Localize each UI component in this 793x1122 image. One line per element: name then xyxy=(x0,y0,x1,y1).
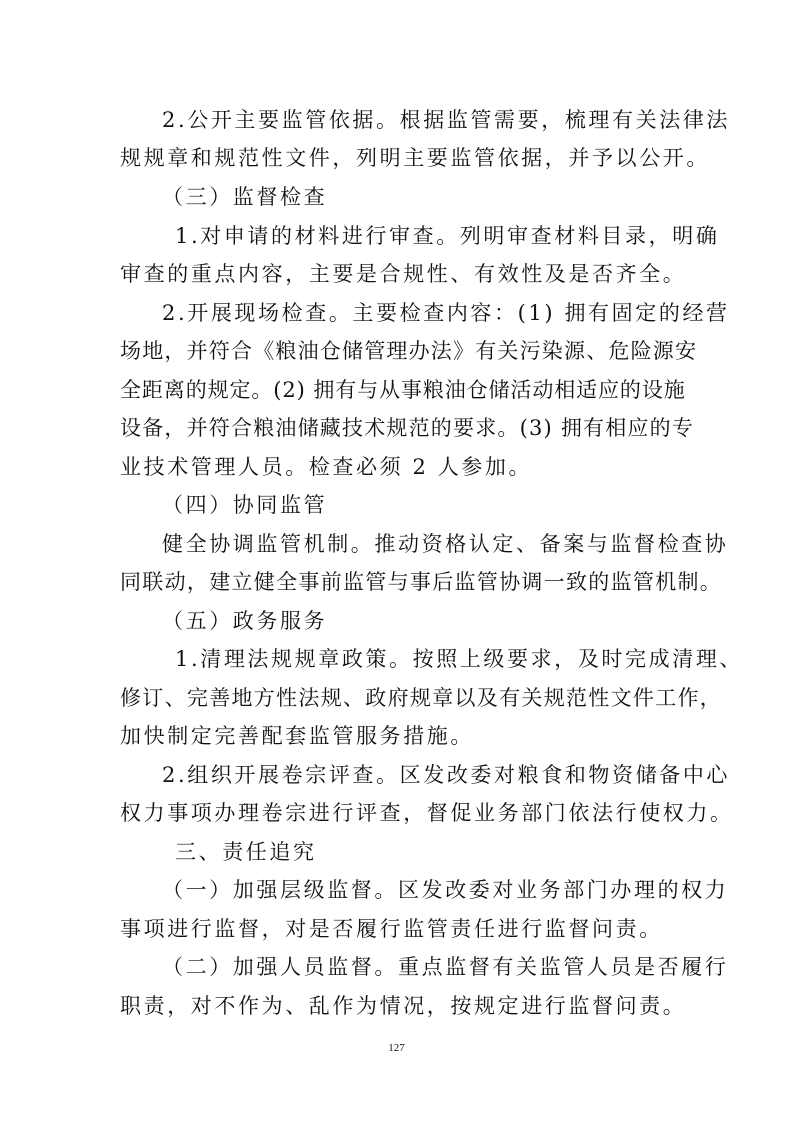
paragraph-line: 规规章和规范性文件，列明主要监管依据，并予以公开。 xyxy=(120,146,710,170)
paragraph-line: 权力事项办理卷宗进行评查，督促业务部门依法行使权力。 xyxy=(120,801,734,825)
section-heading: （三）监督检查 xyxy=(162,185,328,209)
paragraph-line: 全距离的规定。(2) 拥有与从事粮油仓储活动相适应的设施 xyxy=(120,378,686,402)
paragraph-line: 2.组织开展卷宗评查。区发改委对粮食和物资储备中心 xyxy=(162,763,731,787)
section-heading: 三、责任追究 xyxy=(175,840,317,864)
paragraph-line: 事项进行监督，对是否履行监管责任进行监督问责。 xyxy=(120,917,663,941)
paragraph-line: 加快制定完善配套监管服务措施。 xyxy=(120,724,474,748)
paragraph-line: （二）加强人员监督。重点监督有关监管人员是否履行 xyxy=(162,955,729,979)
paragraph-line: 健全协调监管机制。推动资格认定、备案与监督检查协 xyxy=(162,532,729,556)
paragraph-line: 2.公开主要监管依据。根据监管需要，梳理有关法律法 xyxy=(162,108,731,132)
paragraph-line: 场地，并符合《粮油仓储管理办法》有关污染源、危险源安 xyxy=(120,339,698,363)
section-heading: （五）政务服务 xyxy=(162,609,328,633)
paragraph-line: （一）加强层级监督。区发改委对业务部门办理的权力 xyxy=(162,878,729,902)
paragraph-line: 1.对申请的材料进行审查。列明审查材料目录，明确 xyxy=(175,224,720,248)
paragraph-line: 设备，并符合粮油储藏技术规范的要求。(3) 拥有相应的专 xyxy=(120,416,695,440)
page-number: 127 xyxy=(388,1042,405,1054)
paragraph-line: 2.开展现场检查。主要检查内容：(1) 拥有固定的经营 xyxy=(162,301,730,325)
paragraph-line: 职责，对不作为、乱作为情况，按规定进行监督问责。 xyxy=(120,994,687,1018)
paragraph-line: 业技术管理人员。检查必须 2 人参加。 xyxy=(120,455,533,479)
paragraph-line: 审查的重点内容，主要是合规性、有效性及是否齐全。 xyxy=(120,262,687,286)
section-heading: （四）协同监管 xyxy=(162,493,328,517)
paragraph-line: 同联动，建立健全事前监管与事后监管协调一致的监管机制。 xyxy=(120,570,723,594)
paragraph-line: 1.清理法规规章政策。按照上级要求，及时完成清理、 xyxy=(175,647,744,671)
paragraph-line: 修订、完善地方性法规、政府规章以及有关规范性文件工作， xyxy=(120,686,723,710)
